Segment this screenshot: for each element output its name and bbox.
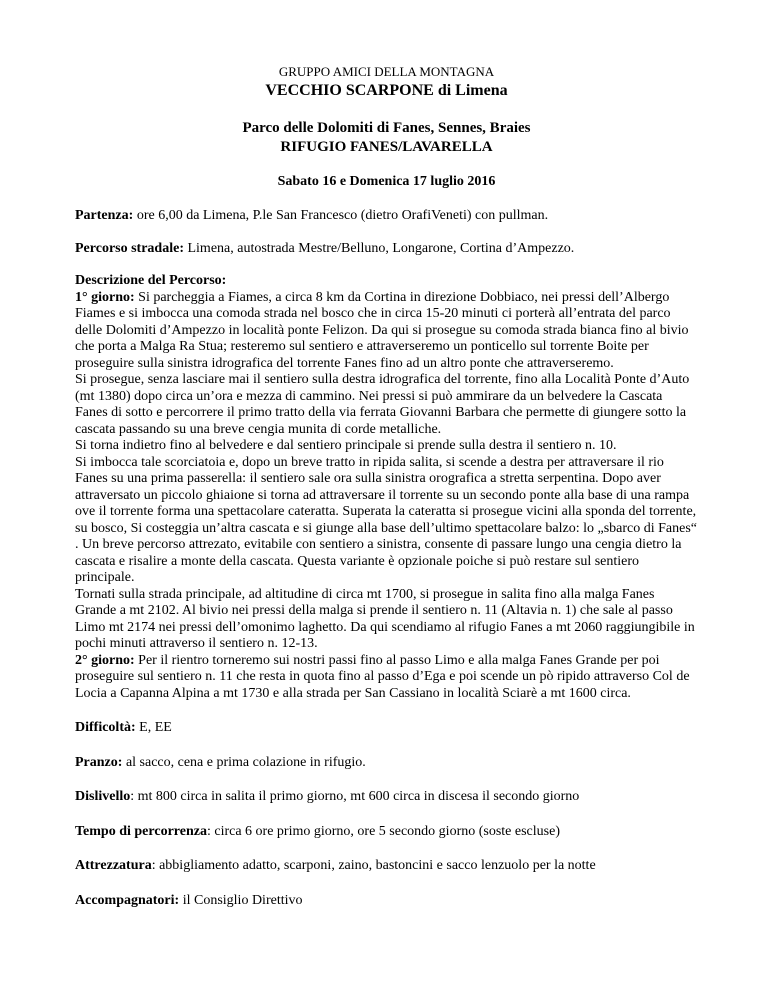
day1-paragraph-5: Tornati sulla strada principale, ad altitudine di circa mt 1700, si prosegue in salita fino alla malga Fanes Grande a mt 2102. Al bivio nei pressi della malga si prende il sentiero n. 11 (Altavia n. 1) che sale al passo Limo mt 2174 nei pressi dell’omonimo laghetto. Da qui scendiamo al rifugio Fanes a mt 2060 raggiungibile in pochi minuti attraverso il sentiero n. 12-13. bbox=[75, 586, 695, 651]
day1-paragraph-4: Si imbocca tale scorciatoia e, dopo un breve tratto in ripida salita, si scende a destra per attraversare il rio Fanes su una prima passerella: il sentiero sale ora sulla sinistra orografica a stretta serpentina. Dopo aver attraversato un piccolo ghiaione si torna ad attraversare il torrente su un secondo ponte alla base di una rampa ove il torrente forma una spettacolare cateratta. Superata la cateratta si prosegue vicini alla sponda del torrente, su bosco, Si costeggia un’altra cascata e si giunge alla base dell’ultimo spettacolare balzo: lo „sbarco di Fanes“ . Un breve percorso attrezato, evitabile con sentiero a sinistra, consente di passare lungo una cengia dietro la cascata e risalire a monte della cascata. Questa variante è opzionale poiche si può restare sul sentiero principale. bbox=[75, 454, 698, 585]
tempo-paragraph bbox=[75, 824, 698, 841]
percorso-stradale-label: Percorso stradale: bbox=[75, 240, 184, 256]
descrizione-title: Descrizione del Percorso: bbox=[75, 273, 227, 288]
percorso-stradale-text: Limena, autostrada Mestre/Belluno, Longarone, Cortina d’Ampezzo. bbox=[183, 240, 575, 256]
pranzo-label: Pranzo: bbox=[75, 754, 123, 770]
partenza-label: Partenza: bbox=[75, 208, 134, 223]
difficolta-text: E, EE bbox=[135, 720, 172, 735]
tempo-label: Tempo di percorrenza bbox=[75, 823, 207, 839]
dislivello-label: Dislivello bbox=[75, 789, 131, 804]
pranzo-paragraph bbox=[75, 755, 698, 772]
dislivello-paragraph bbox=[75, 789, 698, 806]
day1-paragraph-1 bbox=[75, 290, 698, 373]
event-dates: Sabato 16 e Domenica 17 luglio 2016 bbox=[277, 174, 496, 189]
attrezzatura-paragraph bbox=[75, 858, 698, 875]
document-header bbox=[75, 63, 698, 191]
day2-label: 2° giorno: bbox=[75, 652, 135, 668]
partenza-text: ore 6,00 da Limena, P.le San Francesco (dietro OrafiVeneti) con pullman. bbox=[133, 208, 549, 223]
document-body bbox=[75, 208, 698, 909]
club-name: VECCHIO SCARPONE di Limena bbox=[265, 82, 508, 99]
dislivello-text: : mt 800 circa in salita il primo giorno, mt 600 circa in discesa il secondo giorno bbox=[130, 789, 580, 804]
day1-paragraph-2: Si prosegue, senza lasciare mai il sentiero sulla destra idrografica del torrente, fino alla Località Ponte d’Auto (mt 1380) dopo circa un’ora e mezza di cammino. Nei pressi si può ammirare da un belvedere la Cascata Fanes di sotto e percorrere il primo tratto della via ferrata Giovanni Barbara che permette di giungere sotto la cascata passando su una breve cengia munita di corde metalliche. bbox=[75, 372, 690, 437]
attrezzatura-label: Attrezzatura bbox=[75, 858, 152, 873]
accompagnatori-label: Accompagnatori: bbox=[75, 892, 180, 908]
day1-text-1: Si parcheggia a Fiames, a circa 8 km da Cortina in direzione Dobbiaco, nei pressi dell’Albergo Fiames e si imbocca una comoda strada nel bosco che in circa 15-20 minuti ci porterà all’entrata del parco delle Dolomiti d’Ampezzo in località ponte Felizon. Da qui si prosegue su comoda strada bianca fino al bivio che porta a Malga Ra Stua; resteremo sul sentiero e attraverseremo un ponticello sul torrente Boite per proseguire sulla sinistra idrografica del torrente Fanes fino ad un altro ponte che attraverseremo. bbox=[75, 289, 689, 371]
difficolta-paragraph bbox=[75, 720, 698, 737]
accompagnatori-text: il Consiglio Direttivo bbox=[179, 892, 303, 908]
accompagnatori-paragraph bbox=[75, 893, 698, 910]
percorso-stradale-paragraph bbox=[75, 241, 698, 258]
day2-paragraph bbox=[75, 653, 698, 703]
partenza-paragraph bbox=[75, 208, 698, 225]
attrezzatura-text: : abbigliamento adatto, scarponi, zaino, bastoncini e sacco lenzuolo per la notte bbox=[151, 858, 596, 873]
day2-text: Per il rientro torneremo sui nostri passi fino al passo Limo e alla malga Fanes Grande per poi proseguire sul sentiero n. 11 che resta in quota fino al passo d’Ega e poi scende un pò ripido attraverso Col de Locia a Capanna Alpina a mt 1730 e alla strada per San Cassiano in località Sciarè a mt 1600 circa. bbox=[75, 652, 690, 701]
organization-name: GRUPPO AMICI DELLA MONTAGNA bbox=[278, 64, 495, 79]
day1-paragraph-3: Si torna indietro fino al belvedere e dal sentiero principale si prende sulla destra il sentiero n. 10. bbox=[75, 438, 617, 453]
park-title: Parco delle Dolomiti di Fanes, Sennes, Braies bbox=[242, 120, 531, 136]
difficolta-label: Difficoltà: bbox=[75, 720, 136, 735]
pranzo-text: al sacco, cena e prima colazione in rifugio. bbox=[122, 754, 366, 770]
refuge-title: RIFUGIO FANES/LAVARELLA bbox=[280, 139, 493, 155]
tempo-text: : circa 6 ore primo giorno, ore 5 secondo giorno (soste escluse) bbox=[206, 823, 560, 839]
day1-label: 1° giorno: bbox=[75, 289, 135, 305]
descrizione-section bbox=[75, 273, 698, 702]
